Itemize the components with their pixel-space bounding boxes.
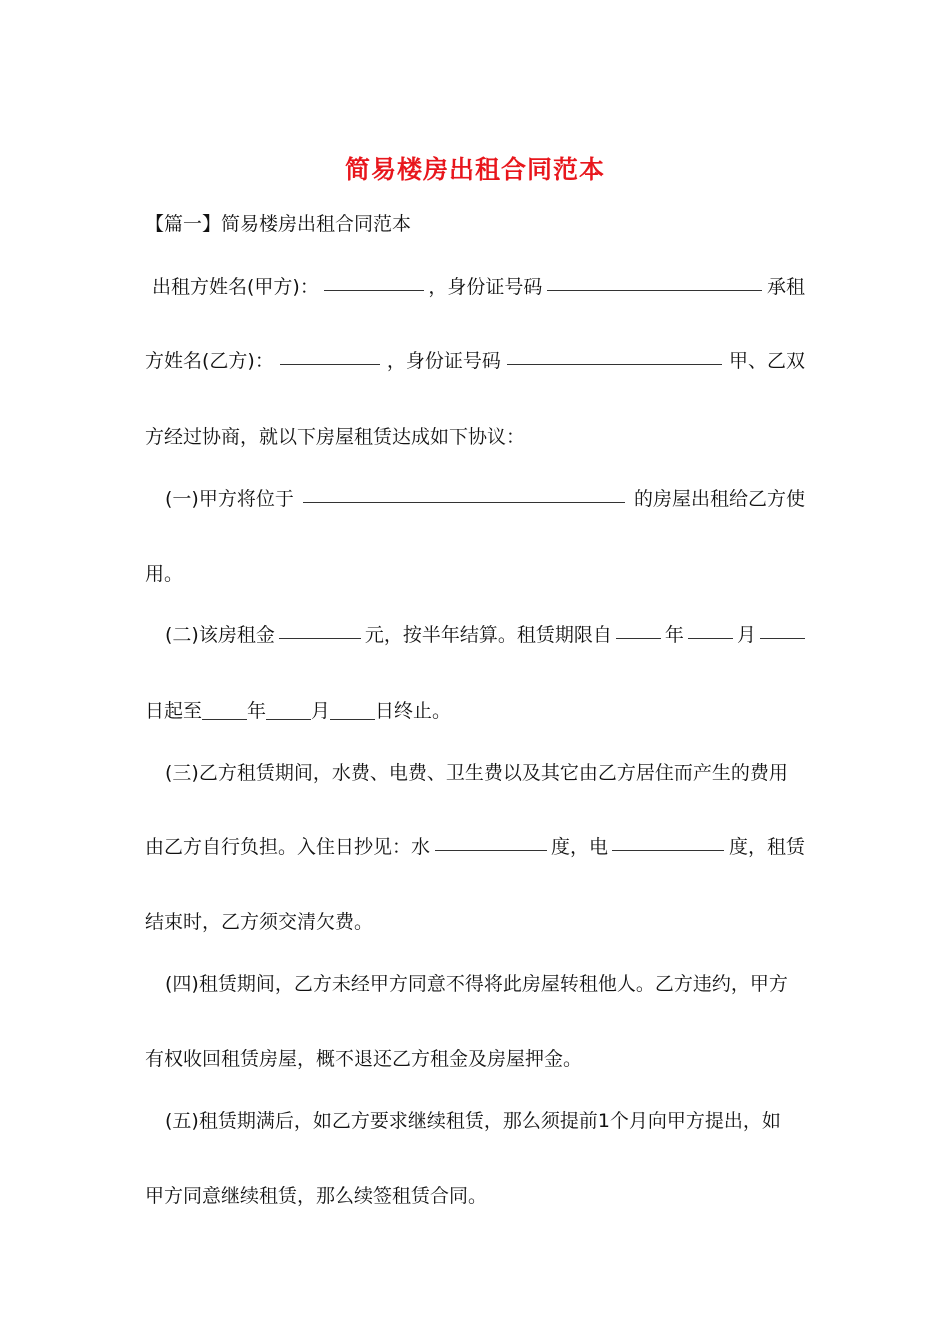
contract-line-14: 甲方同意继续租赁，那么续签租赁合同。 xyxy=(145,1185,488,1207)
end-day-label: 日终止。 xyxy=(375,700,452,722)
clause-2-label: (二)该房租金 xyxy=(165,624,275,646)
clause-3-text: 由乙方自行负担。入住日抄见：水 xyxy=(145,836,431,858)
clause-2-text: 元，按半年结算。租赁期限自 xyxy=(364,624,612,646)
end-date-label: 日起至 xyxy=(145,700,203,722)
rent-amount-blank xyxy=(279,618,361,639)
document-title: 简易楼房出租合同范本 xyxy=(344,155,605,184)
contract-line-5: 用。 xyxy=(145,563,184,585)
end-month-label: 月 xyxy=(311,700,331,722)
contract-line-11: (四)租赁期间，乙方未经甲方同意不得将此房屋转租他人。乙方违约，甲方 xyxy=(165,973,788,995)
start-month-blank xyxy=(688,618,733,639)
contract-line-7 xyxy=(145,694,805,728)
contract-line-12: 有权收回租赁房屋，概不退还乙方租金及房屋押金。 xyxy=(145,1048,583,1070)
clause-3-end-text: 度，租赁 xyxy=(728,836,805,858)
landlord-name-blank xyxy=(324,270,424,291)
tenant-name-blank xyxy=(280,344,380,365)
contract-line-2 xyxy=(145,344,805,378)
start-year-blank xyxy=(616,618,661,639)
month-label: 月 xyxy=(736,624,756,646)
landlord-name-label: 出租方姓名(甲方)： xyxy=(152,276,319,298)
start-day-blank xyxy=(760,618,805,639)
landlord-id-label: ，身份证号码 xyxy=(428,276,543,298)
contract-line-9 xyxy=(145,830,805,864)
end-month-blank xyxy=(266,699,311,720)
section-header: 【篇一】简易楼房出租合同范本 xyxy=(145,213,412,235)
electricity-label: 度，电 xyxy=(550,836,608,858)
end-year-blank xyxy=(202,699,247,720)
landlord-id-blank xyxy=(547,270,762,291)
contract-line-6 xyxy=(165,618,805,652)
contract-line-1 xyxy=(152,270,805,304)
parties-text: 甲、乙双 xyxy=(728,350,805,372)
tenant-name-label: 方姓名(乙方)： xyxy=(145,350,274,372)
tenant-label-start: 承租 xyxy=(766,276,805,298)
contract-line-13: (五)租赁期满后，如乙方要求继续租赁，那么须提前1个月向甲方提出，如 xyxy=(165,1110,781,1132)
tenant-id-label: ，身份证号码 xyxy=(386,350,501,372)
year-label: 年 xyxy=(664,624,684,646)
electricity-reading-blank xyxy=(612,830,724,851)
water-reading-blank xyxy=(435,830,547,851)
contract-line-10: 结束时，乙方须交清欠费。 xyxy=(145,911,374,933)
end-day-blank xyxy=(330,699,375,720)
contract-line-4 xyxy=(165,482,805,516)
clause-1-label: (一)甲方将位于 xyxy=(165,488,294,510)
tenant-id-blank xyxy=(507,344,722,365)
clause-1-text: 的房屋出租给乙方使 xyxy=(633,488,805,510)
contract-line-8: (三)乙方租赁期间，水费、电费、卫生费以及其它由乙方居住而产生的费用 xyxy=(165,762,788,784)
contract-line-3: 方经过协商，就以下房屋租赁达成如下协议： xyxy=(145,426,526,448)
property-address-blank xyxy=(303,482,625,503)
end-year-label: 年 xyxy=(247,700,267,722)
